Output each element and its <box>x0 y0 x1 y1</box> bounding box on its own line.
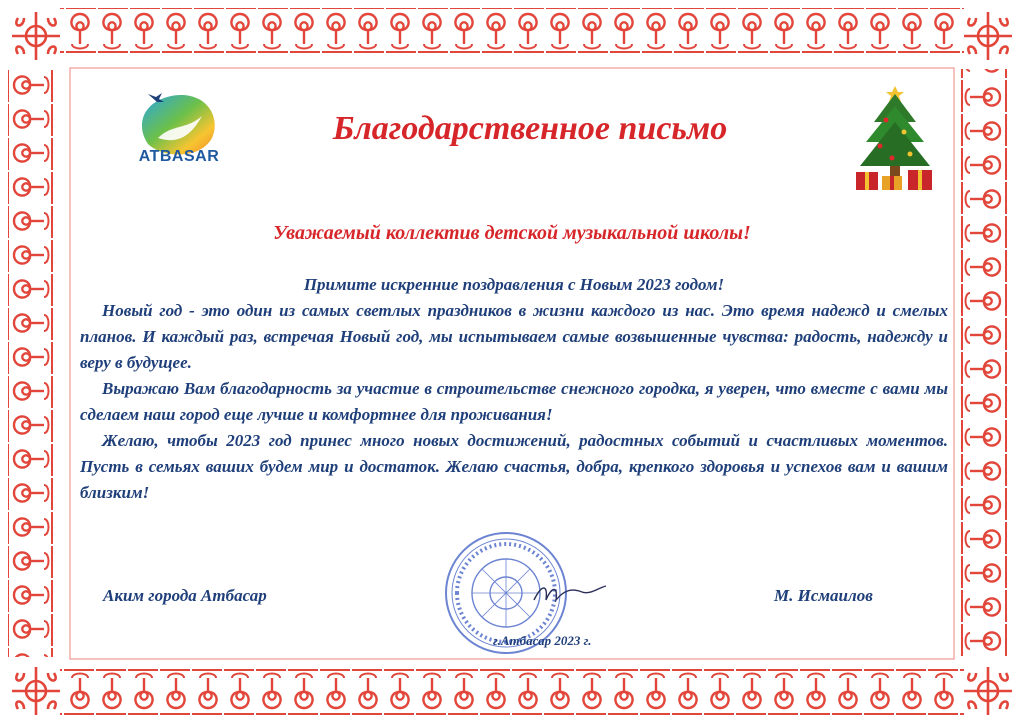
place-date: г.Атбасар 2023 г. <box>493 633 592 648</box>
paragraph: Новый год - это один из самых светлых праздников в жизни каждого из нас. Это время надежд и смелых планов. И каждый раз, встречая Новый год, мы испытываем самые возвышенные чувства: радость, надежду и веру в будущее. <box>80 301 948 372</box>
christmas-tree-icon <box>852 80 938 195</box>
handwritten-signature-icon <box>530 578 610 608</box>
signature-position: Аким города Атбасар <box>103 586 267 605</box>
paragraph: Выражаю Вам благодарность за участие в строительстве снежного городка, я уверен, что вместе с вами мы сделаем наш город еще лучше и комфортнее для проживания! <box>80 379 948 424</box>
salutation: Уважаемый коллектив детской музыкальной школы! <box>273 222 751 244</box>
greeting-line: Примите искренние поздравления с Новым 2023 годом! <box>303 275 725 294</box>
signature-name: М. Исмаилов <box>774 586 873 605</box>
paragraph: Желаю, чтобы 2023 год принес много новых достижений, радостных событий и счастливых моментов. Пусть в семьях ваших будем мир и достаток. Желаю счастья, добра, крепкого здоровья и успехов вам и вашим близким! <box>80 431 948 502</box>
letter-body <box>80 272 948 506</box>
page-title: Благодарственное письмо <box>332 110 728 147</box>
logo-text: ATBASAR <box>138 148 220 165</box>
